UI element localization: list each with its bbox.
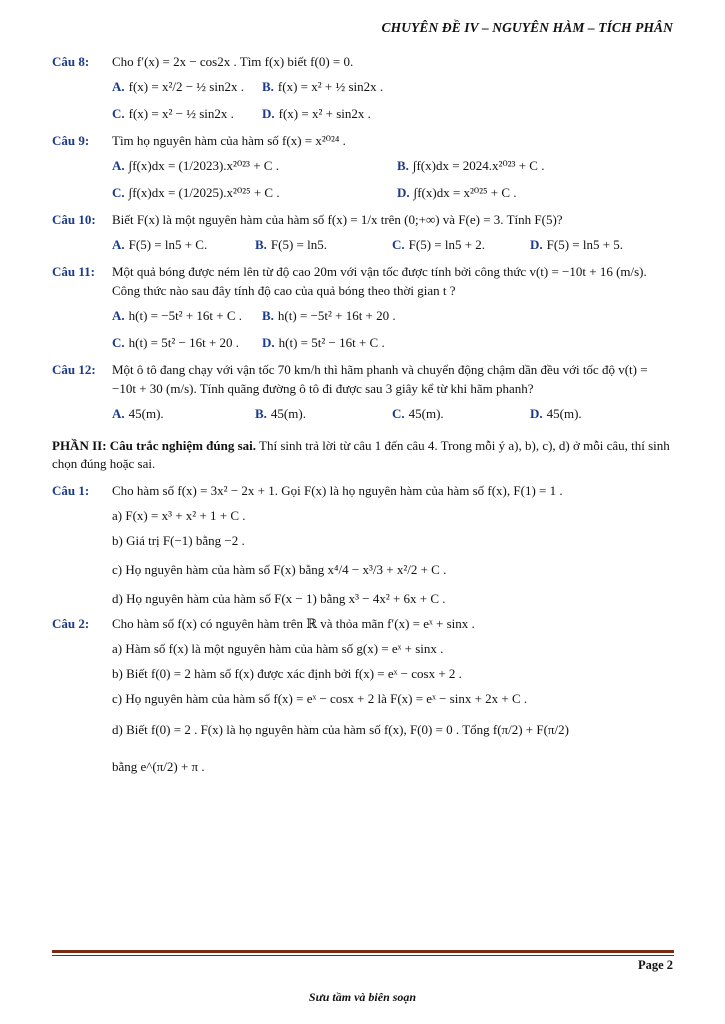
option-row (112, 183, 674, 202)
option-d[interactable]: D. 45(m). (530, 406, 582, 421)
question-8-options (112, 77, 674, 123)
statement-d-continued: bằng e^(π/2) + π . (112, 759, 205, 774)
option-d[interactable]: D. h(t) = 5t² − 16t + C . (262, 335, 385, 350)
statement-d[interactable]: d) Biết f(0) = 2 . F(x) là họ nguyên hàm của hàm số f(x), F(0) = 0 . Tổng f(π/2) + F(π/2) (112, 722, 569, 737)
statement-c[interactable]: c) Họ nguyên hàm của hàm số F(x) bằng x⁴/4 − x³/3 + x²/2 + C . (112, 562, 447, 577)
statement-a[interactable]: a) Hàm số f(x) là một nguyên hàm của hàm số g(x) = eˣ + sinx . (112, 641, 444, 656)
part-2-description: Thí sinh trả lời từ câu 1 đến câu 4. Trong mỗi ý a), b), c), d) ở mỗi câu, thí sinh chọn đúng hoặc sai. (52, 438, 670, 471)
question-text: Một ô tô đang chạy với vận tốc 70 km/h thì hãm phanh và chuyển động chậm dần đều với tốc độ v(t) = −10t + 30 (m/s). Tính quãng đường ô tô đi được sau 3 giây kể từ khi hãm phanh? (112, 362, 648, 396)
option-row (112, 156, 674, 175)
option-d[interactable]: D. ∫f(x)dx = x²⁰²⁵ + C . (397, 185, 517, 200)
option-b[interactable]: B. ∫f(x)dx = 2024.x²⁰²³ + C . (397, 158, 545, 173)
question-10-options (112, 235, 674, 254)
statement-a[interactable]: a) F(x) = x³ + x² + 1 + C . (112, 508, 246, 523)
option-a[interactable]: A. f(x) = x²/2 − ½ sin2x . (112, 79, 244, 94)
question-12-options (112, 404, 674, 423)
option-row (112, 77, 674, 96)
question-text: Biết F(x) là một nguyên hàm của hàm số f(x) = 1/x trên (0;+∞) và F(e) = 3. Tính F(5)? (112, 212, 563, 227)
question-text: Cho hàm số f(x) = 3x² − 2x + 1. Gọi F(x) là họ nguyên hàm của hàm số f(x), F(1) = 1 . (112, 483, 563, 498)
question-12 (52, 360, 674, 398)
part-2-title: PHẦN II: Câu trắc nghiệm đúng sai. (52, 438, 257, 453)
question-8 (52, 52, 674, 71)
option-row (112, 235, 674, 254)
tf-question-2 (52, 614, 674, 633)
statement-b[interactable]: b) Giá trị F(−1) bằng −2 . (112, 533, 245, 548)
question-11-options (112, 306, 674, 352)
footer-divider (52, 950, 674, 953)
page-header-title: CHUYÊN ĐỀ IV – NGUYÊN HÀM – TÍCH PHÂN (381, 20, 673, 35)
page-number: Page 2 (637, 958, 673, 972)
question-9-options (112, 156, 674, 202)
question-9 (52, 131, 674, 150)
question-label: Câu 9: (52, 133, 90, 148)
option-c[interactable]: C. 45(m). (392, 406, 444, 421)
option-d[interactable]: D. F(5) = ln5 + 5. (530, 237, 624, 252)
statement-c[interactable]: c) Họ nguyên hàm của hàm số f(x) = eˣ − cosx + 2 là F(x) = eˣ − sinx + 2x + C . (112, 691, 528, 706)
option-row (112, 306, 674, 325)
option-a[interactable]: A. 45(m). (112, 406, 164, 421)
question-text: Tìm họ nguyên hàm của hàm số f(x) = x²⁰²⁴ . (112, 133, 346, 148)
question-text: Cho f′(x) = 2x − cos2x . Tìm f(x) biết f(0) = 0. (112, 54, 354, 69)
question-label: Câu 1: (52, 483, 90, 498)
option-c[interactable]: C. h(t) = 5t² − 16t + 20 . (112, 335, 240, 350)
option-row (112, 333, 674, 352)
option-row (112, 104, 674, 123)
option-b[interactable]: B. f(x) = x² + ½ sin2x . (262, 79, 384, 94)
question-label: Câu 8: (52, 54, 90, 69)
footer-divider-thin (52, 955, 674, 956)
option-c[interactable]: C. ∫f(x)dx = (1/2025).x²⁰²⁵ + C . (112, 185, 280, 200)
question-text: Cho hàm số f(x) có nguyên hàm trên ℝ và thỏa mãn f′(x) = eˣ + sinx . (112, 616, 475, 631)
option-c[interactable]: C. f(x) = x² − ½ sin2x . (112, 106, 234, 121)
option-b[interactable]: B. 45(m). (255, 406, 306, 421)
tf-question-1 (52, 481, 674, 500)
option-a[interactable]: A. h(t) = −5t² + 16t + C . (112, 308, 243, 323)
option-row (112, 404, 674, 423)
statement-d[interactable]: d) Họ nguyên hàm của hàm số F(x − 1) bằng x³ − 4x² + 6x + C . (112, 591, 446, 606)
question-text: Một quả bóng được ném lên từ độ cao 20m với vận tốc được tính bởi công thức v(t) = −10t + 16 (m/s). Công thức nào sau đây tính độ cao của quả bóng theo thời gian t ? (112, 264, 647, 298)
footer-credit: Sưu tầm và biên soạn (308, 990, 417, 1004)
question-11 (52, 262, 674, 300)
option-c[interactable]: C. F(5) = ln5 + 2. (392, 237, 486, 252)
option-a[interactable]: A. ∫f(x)dx = (1/2023).x²⁰²³ + C . (112, 158, 279, 173)
question-label: Câu 10: (52, 212, 96, 227)
option-a[interactable]: A. F(5) = ln5 + C. (112, 237, 208, 252)
question-label: Câu 11: (52, 264, 95, 279)
part-2-heading (52, 437, 674, 473)
question-10 (52, 210, 674, 229)
question-label: Câu 12: (52, 362, 96, 377)
option-b[interactable]: B. h(t) = −5t² + 16t + 20 . (262, 308, 396, 323)
document-body (52, 52, 674, 782)
question-label: Câu 2: (52, 616, 90, 631)
statement-b[interactable]: b) Biết f(0) = 2 hàm số f(x) được xác định bởi f(x) = eˣ − cosx + 2 . (112, 666, 462, 681)
option-d[interactable]: D. f(x) = x² + sin2x . (262, 106, 371, 121)
option-b[interactable]: B. F(5) = ln5. (255, 237, 328, 252)
